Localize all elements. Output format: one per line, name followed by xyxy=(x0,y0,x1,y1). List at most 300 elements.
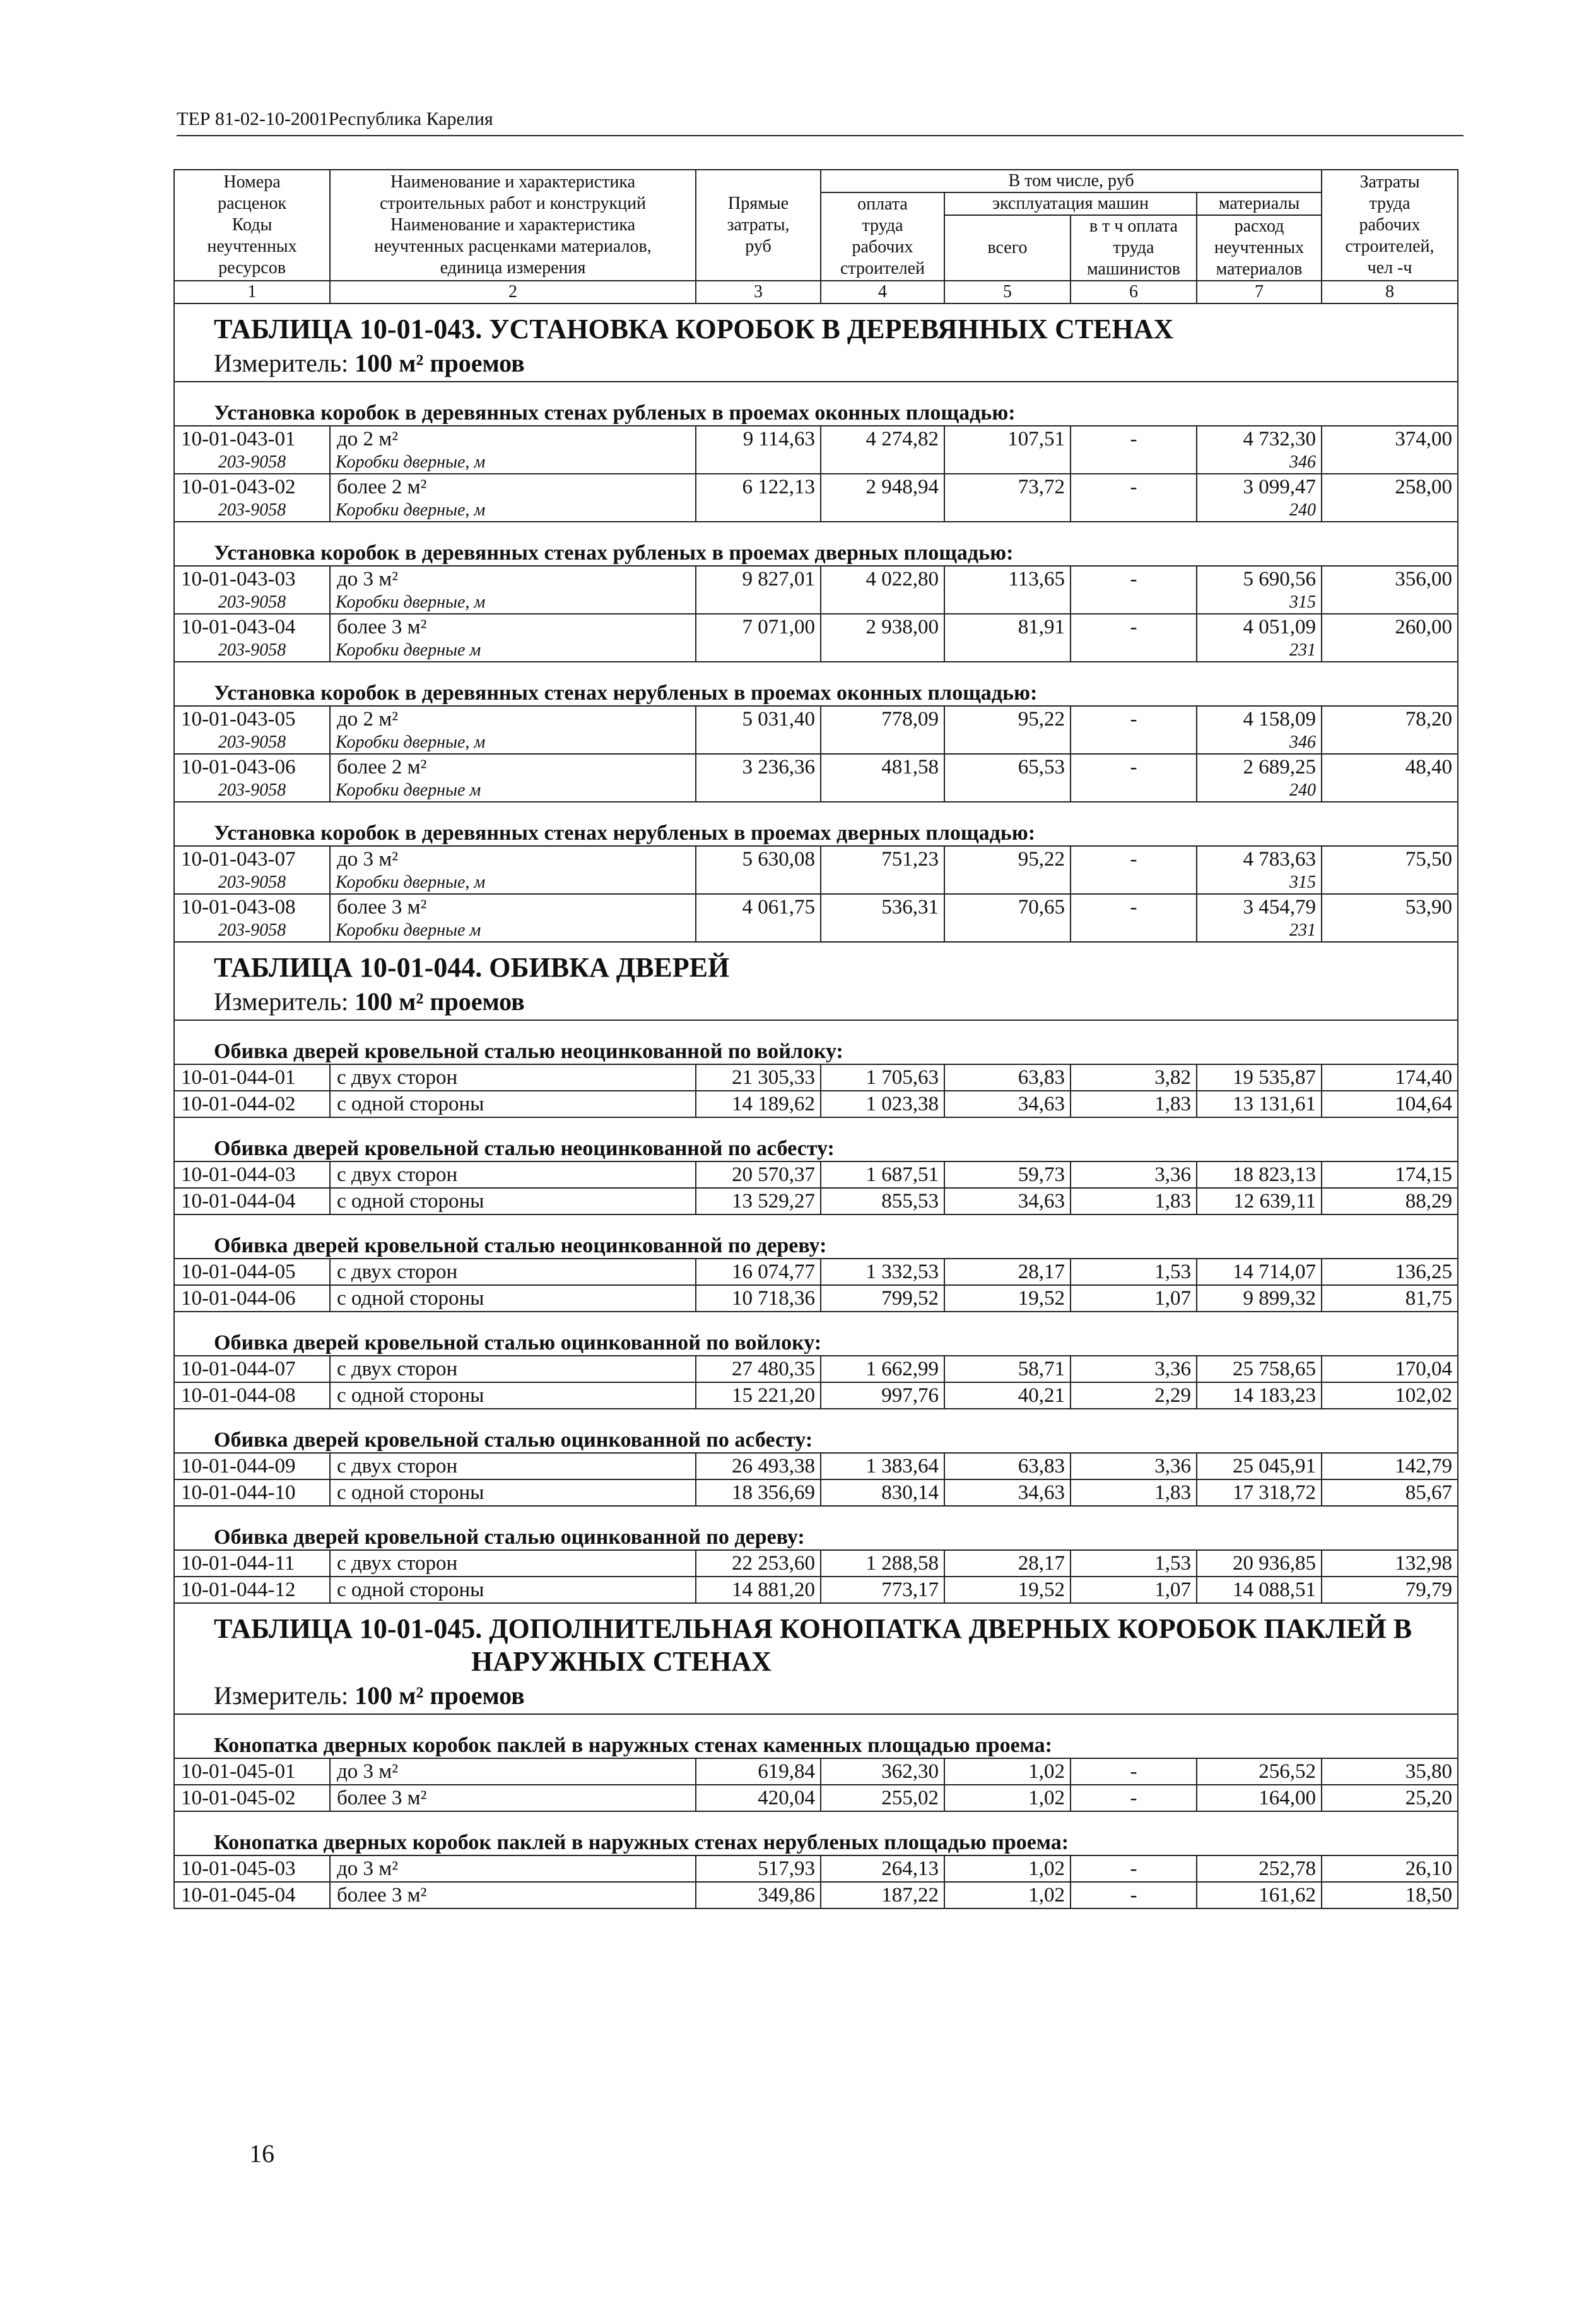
meter-label: Измеритель: xyxy=(214,1681,349,1710)
operators-pay-cell: - xyxy=(1071,1882,1197,1908)
direct-costs-cell: 6 122,13 xyxy=(696,474,821,500)
section-heading: Установка коробок в деревянных стенах нерубленых в проемах дверных площадью: xyxy=(174,802,1458,846)
section-heading-row xyxy=(174,1811,1458,1855)
machines-total-cell: 81,91 xyxy=(944,614,1071,640)
labor-hours-cell: 18,50 xyxy=(1322,1882,1458,1908)
empty-cell xyxy=(821,920,944,942)
resource-quantity-cell: 346 xyxy=(1197,452,1322,474)
machines-total-cell: 59,73 xyxy=(944,1161,1071,1188)
empty-cell xyxy=(1322,732,1458,754)
operators-pay-cell: - xyxy=(1071,614,1197,640)
direct-costs-cell: 13 529,27 xyxy=(696,1188,821,1214)
labor-pay-cell: 1 383,64 xyxy=(821,1453,944,1479)
materials-cost-cell: 164,00 xyxy=(1197,1785,1322,1811)
empty-cell xyxy=(1322,780,1458,802)
table-row xyxy=(174,1758,1458,1785)
resource-row xyxy=(174,452,1458,474)
machines-total-cell: 65,53 xyxy=(944,754,1071,780)
labor-pay-cell: 751,23 xyxy=(821,846,944,872)
labor-pay-cell: 1 687,51 xyxy=(821,1161,944,1188)
direct-costs-cell: 15 221,20 xyxy=(696,1382,821,1409)
materials-cost-cell: 19 535,87 xyxy=(1197,1064,1322,1091)
labor-pay-cell: 362,30 xyxy=(821,1758,944,1785)
document-body xyxy=(173,169,1457,1909)
labor-hours-cell: 53,90 xyxy=(1322,894,1458,920)
resource-row xyxy=(174,500,1458,522)
rate-code-cell: 10-01-044-09 xyxy=(174,1453,330,1479)
work-name-cell: до 3 м² xyxy=(330,846,696,872)
empty-cell xyxy=(821,732,944,754)
table-meter xyxy=(174,1678,1458,1714)
work-name-cell: с одной стороны xyxy=(330,1382,696,1409)
section-heading-row xyxy=(174,1312,1458,1356)
resource-quantity-cell: 231 xyxy=(1197,920,1322,942)
meter-value: 100 м² проемов xyxy=(355,349,525,377)
section-heading: Установка коробок в деревянных стенах нерубленых в проемах оконных площадью: xyxy=(174,662,1458,706)
labor-pay-cell: 1 023,38 xyxy=(821,1091,944,1117)
materials-cost-cell: 14 183,23 xyxy=(1197,1382,1322,1409)
empty-cell xyxy=(944,500,1071,522)
materials-cost-cell: 17 318,72 xyxy=(1197,1479,1322,1506)
section-heading: Установка коробок в деревянных стенах рубленых в проемах дверных площадью: xyxy=(174,522,1458,566)
section-heading: Обивка дверей кровельной сталью оцинкованной по асбесту: xyxy=(174,1409,1458,1453)
direct-costs-cell: 420,04 xyxy=(696,1785,821,1811)
labor-hours-cell: 132,98 xyxy=(1322,1550,1458,1577)
col-number: 2 xyxy=(330,281,696,303)
labor-hours-cell: 104,64 xyxy=(1322,1091,1458,1117)
rate-code-cell: 10-01-044-07 xyxy=(174,1356,330,1382)
section-heading: Конопатка дверных коробок паклей в наружных стенах каменных площадью проема: xyxy=(174,1714,1458,1758)
table-meter-row xyxy=(174,346,1458,382)
table-title-text: ТАБЛИЦА 10-01-043. УСТАНОВКА КОРОБОК В ДЕРЕВЯННЫХ СТЕНАХ xyxy=(214,314,1174,344)
machines-total-cell: 70,65 xyxy=(944,894,1071,920)
materials-cost-cell: 4 051,09 xyxy=(1197,614,1322,640)
materials-cost-cell: 5 690,56 xyxy=(1197,566,1322,592)
work-name-cell: с одной стороны xyxy=(330,1577,696,1603)
rate-code-cell: 10-01-045-04 xyxy=(174,1882,330,1908)
direct-costs-cell: 9 827,01 xyxy=(696,566,821,592)
work-name-cell: до 3 м² xyxy=(330,566,696,592)
materials-cost-cell: 20 936,85 xyxy=(1197,1550,1322,1577)
materials-cost-cell: 3 099,47 xyxy=(1197,474,1322,500)
empty-cell xyxy=(1071,872,1197,894)
table-title-row xyxy=(174,942,1458,984)
table-row xyxy=(174,1382,1458,1409)
work-name-cell: с одной стороны xyxy=(330,1188,696,1214)
col-header-machines-total: всего xyxy=(944,215,1071,281)
resource-name-cell: Коробки дверные м xyxy=(330,920,696,942)
empty-cell xyxy=(696,780,821,802)
machines-total-cell: 1,02 xyxy=(944,1882,1071,1908)
labor-pay-cell: 773,17 xyxy=(821,1577,944,1603)
table-header xyxy=(174,170,1458,303)
section-heading-row xyxy=(174,1020,1458,1064)
section-heading: Обивка дверей кровельной сталью неоцинкованной по асбесту: xyxy=(174,1117,1458,1161)
rate-code-cell: 10-01-044-11 xyxy=(174,1550,330,1577)
table-row xyxy=(174,474,1458,500)
work-name-cell: более 3 м² xyxy=(330,1785,696,1811)
table-title-text: ТАБЛИЦА 10-01-044. ОБИВКА ДВЕРЕЙ xyxy=(214,952,730,983)
section-heading: Обивка дверей кровельной сталью оцинкованной по войлоку: xyxy=(174,1312,1458,1356)
table-row xyxy=(174,1550,1458,1577)
page-number: 16 xyxy=(249,2139,274,2168)
labor-hours-cell: 79,79 xyxy=(1322,1577,1458,1603)
resource-quantity-cell: 315 xyxy=(1197,872,1322,894)
labor-pay-cell: 1 662,99 xyxy=(821,1356,944,1382)
empty-cell xyxy=(944,872,1071,894)
operators-pay-cell: 1,83 xyxy=(1071,1479,1197,1506)
operators-pay-cell: 1,53 xyxy=(1071,1550,1197,1577)
labor-hours-cell: 81,75 xyxy=(1322,1285,1458,1312)
resource-code-cell: 203-9058 xyxy=(174,920,330,942)
empty-cell xyxy=(696,452,821,474)
col-header-codes: Номера расценок Коды неучтенных ресурсов xyxy=(174,170,330,281)
empty-cell xyxy=(1322,452,1458,474)
col-header-operators-pay: в т ч оплата труда машинистов xyxy=(1071,215,1197,281)
operators-pay-cell: 1,53 xyxy=(1071,1259,1197,1285)
resource-name-cell: Коробки дверные, м xyxy=(330,592,696,614)
resource-row xyxy=(174,872,1458,894)
meter-value: 100 м² проемов xyxy=(355,1681,525,1710)
machines-total-cell: 107,51 xyxy=(944,426,1071,452)
materials-cost-cell: 14 714,07 xyxy=(1197,1259,1322,1285)
rate-code-cell: 10-01-044-12 xyxy=(174,1577,330,1603)
labor-pay-cell: 187,22 xyxy=(821,1882,944,1908)
empty-cell xyxy=(696,872,821,894)
materials-cost-cell: 18 823,13 xyxy=(1197,1161,1322,1188)
col-header-group: В том числе, руб xyxy=(821,170,1322,192)
rate-code-cell: 10-01-045-02 xyxy=(174,1785,330,1811)
col-header-names: Наименование и характеристика строительных работ и конструкций Наименование и характеристика неучтенных расценками материалов, единица измерения xyxy=(330,170,696,281)
table-row xyxy=(174,1285,1458,1312)
machines-total-cell: 40,21 xyxy=(944,1382,1071,1409)
labor-pay-cell: 855,53 xyxy=(821,1188,944,1214)
table-row xyxy=(174,1479,1458,1506)
rate-code-cell: 10-01-043-01 xyxy=(174,426,330,452)
operators-pay-cell: - xyxy=(1071,894,1197,920)
work-name-cell: с двух сторон xyxy=(330,1259,696,1285)
section-heading-row xyxy=(174,1214,1458,1259)
col-header-direct-costs: Прямые затраты, руб xyxy=(696,170,821,281)
resource-code-cell: 203-9058 xyxy=(174,640,330,662)
labor-hours-cell: 78,20 xyxy=(1322,706,1458,732)
col-number: 7 xyxy=(1197,281,1322,303)
table-title xyxy=(174,942,1458,984)
resource-quantity-cell: 240 xyxy=(1197,500,1322,522)
labor-hours-cell: 258,00 xyxy=(1322,474,1458,500)
direct-costs-cell: 21 305,33 xyxy=(696,1064,821,1091)
header-rule xyxy=(177,135,1464,136)
machines-total-cell: 34,63 xyxy=(944,1188,1071,1214)
labor-hours-cell: 75,50 xyxy=(1322,846,1458,872)
labor-hours-cell: 102,02 xyxy=(1322,1382,1458,1409)
table-row xyxy=(174,846,1458,872)
empty-cell xyxy=(1071,452,1197,474)
labor-pay-cell: 1 288,58 xyxy=(821,1550,944,1577)
section-heading: Обивка дверей кровельной сталью оцинкованной по дереву: xyxy=(174,1506,1458,1550)
empty-cell xyxy=(1322,592,1458,614)
direct-costs-cell: 5 031,40 xyxy=(696,706,821,732)
labor-pay-cell: 536,31 xyxy=(821,894,944,920)
labor-pay-cell: 2 938,00 xyxy=(821,614,944,640)
resource-code-cell: 203-9058 xyxy=(174,872,330,894)
work-name-cell: до 2 м² xyxy=(330,426,696,452)
operators-pay-cell: 1,83 xyxy=(1071,1188,1197,1214)
machines-total-cell: 34,63 xyxy=(944,1479,1071,1506)
table-title xyxy=(174,1603,1458,1678)
empty-cell xyxy=(696,500,821,522)
direct-costs-cell: 349,86 xyxy=(696,1882,821,1908)
rate-code-cell: 10-01-043-02 xyxy=(174,474,330,500)
machines-total-cell: 63,83 xyxy=(944,1064,1071,1091)
table-row xyxy=(174,1188,1458,1214)
resource-quantity-cell: 231 xyxy=(1197,640,1322,662)
table-row xyxy=(174,1882,1458,1908)
operators-pay-cell: 1,83 xyxy=(1071,1091,1197,1117)
empty-cell xyxy=(1071,592,1197,614)
table-row xyxy=(174,1356,1458,1382)
empty-cell xyxy=(696,732,821,754)
rate-code-cell: 10-01-044-03 xyxy=(174,1161,330,1188)
col-header-machines: эксплуатация машин xyxy=(944,192,1197,215)
labor-pay-cell: 4 022,80 xyxy=(821,566,944,592)
table-row xyxy=(174,1259,1458,1285)
direct-costs-cell: 5 630,08 xyxy=(696,846,821,872)
labor-hours-cell: 25,20 xyxy=(1322,1785,1458,1811)
labor-pay-cell: 1 705,63 xyxy=(821,1064,944,1091)
work-name-cell: более 3 м² xyxy=(330,614,696,640)
empty-cell xyxy=(944,920,1071,942)
resource-name-cell: Коробки дверные м xyxy=(330,640,696,662)
resource-row xyxy=(174,920,1458,942)
empty-cell xyxy=(696,640,821,662)
materials-cost-cell: 256,52 xyxy=(1197,1758,1322,1785)
work-name-cell: до 2 м² xyxy=(330,706,696,732)
resource-code-cell: 203-9058 xyxy=(174,500,330,522)
empty-cell xyxy=(944,640,1071,662)
section-heading-row xyxy=(174,802,1458,846)
resource-code-cell: 203-9058 xyxy=(174,592,330,614)
col-number: 4 xyxy=(821,281,944,303)
rate-code-cell: 10-01-043-08 xyxy=(174,894,330,920)
work-name-cell: с одной стороны xyxy=(330,1285,696,1312)
labor-hours-cell: 174,40 xyxy=(1322,1064,1458,1091)
work-name-cell: с двух сторон xyxy=(330,1550,696,1577)
rate-code-cell: 10-01-044-06 xyxy=(174,1285,330,1312)
running-header: ТЕР 81-02-10-2001Республика Карелия xyxy=(177,109,493,129)
machines-total-cell: 95,22 xyxy=(944,706,1071,732)
empty-cell xyxy=(1322,640,1458,662)
section-heading: Конопатка дверных коробок паклей в наружных стенах нерубленых площадью проема: xyxy=(174,1811,1458,1855)
table-row xyxy=(174,1091,1458,1117)
empty-cell xyxy=(1322,500,1458,522)
resource-row xyxy=(174,780,1458,802)
resource-row xyxy=(174,592,1458,614)
table-meter-row xyxy=(174,1678,1458,1714)
table-meter xyxy=(174,346,1458,382)
machines-total-cell: 19,52 xyxy=(944,1285,1071,1312)
rate-code-cell: 10-01-044-02 xyxy=(174,1091,330,1117)
work-name-cell: более 3 м² xyxy=(330,894,696,920)
labor-hours-cell: 260,00 xyxy=(1322,614,1458,640)
operators-pay-cell: - xyxy=(1071,846,1197,872)
section-heading-row xyxy=(174,1117,1458,1161)
operators-pay-cell: 3,36 xyxy=(1071,1356,1197,1382)
col-header-labor-hours: Затраты труда рабочих строителей, чел -ч xyxy=(1322,170,1458,281)
operators-pay-cell: - xyxy=(1071,754,1197,780)
direct-costs-cell: 3 236,36 xyxy=(696,754,821,780)
section-heading-row xyxy=(174,1714,1458,1758)
machines-total-cell: 58,71 xyxy=(944,1356,1071,1382)
empty-cell xyxy=(1071,920,1197,942)
machines-total-cell: 19,52 xyxy=(944,1577,1071,1603)
table-row xyxy=(174,894,1458,920)
table-row xyxy=(174,1161,1458,1188)
materials-cost-cell: 4 783,63 xyxy=(1197,846,1322,872)
labor-pay-cell: 4 274,82 xyxy=(821,426,944,452)
machines-total-cell: 1,02 xyxy=(944,1785,1071,1811)
direct-costs-cell: 27 480,35 xyxy=(696,1356,821,1382)
direct-costs-cell: 7 071,00 xyxy=(696,614,821,640)
col-number: 5 xyxy=(944,281,1071,303)
labor-hours-cell: 85,67 xyxy=(1322,1479,1458,1506)
empty-cell xyxy=(1322,920,1458,942)
machines-total-cell: 63,83 xyxy=(944,1453,1071,1479)
machines-total-cell: 28,17 xyxy=(944,1550,1071,1577)
table-row xyxy=(174,754,1458,780)
direct-costs-cell: 20 570,37 xyxy=(696,1161,821,1188)
rate-code-cell: 10-01-044-05 xyxy=(174,1259,330,1285)
operators-pay-cell: 3,82 xyxy=(1071,1064,1197,1091)
table-title-row xyxy=(174,1603,1458,1678)
rate-code-cell: 10-01-045-01 xyxy=(174,1758,330,1785)
resource-code-cell: 203-9058 xyxy=(174,452,330,474)
table-row xyxy=(174,426,1458,452)
table-meter xyxy=(174,984,1458,1020)
section-heading-row xyxy=(174,1409,1458,1453)
resource-name-cell: Коробки дверные м xyxy=(330,780,696,802)
direct-costs-cell: 26 493,38 xyxy=(696,1453,821,1479)
table-row xyxy=(174,1453,1458,1479)
rate-code-cell: 10-01-044-01 xyxy=(174,1064,330,1091)
table-body xyxy=(174,303,1458,1908)
section-heading: Установка коробок в деревянных стенах рубленых в проемах оконных площадью: xyxy=(174,382,1458,426)
labor-pay-cell: 830,14 xyxy=(821,1479,944,1506)
table-title-text: ТАБЛИЦА 10-01-045. ДОПОЛНИТЕЛЬНАЯ КОНОПАТКА ДВЕРНЫХ КОРОБОК ПАКЛЕЙ В xyxy=(214,1613,1412,1644)
meter-value: 100 м² проемов xyxy=(355,987,525,1016)
direct-costs-cell: 14 189,62 xyxy=(696,1091,821,1117)
labor-hours-cell: 48,40 xyxy=(1322,754,1458,780)
operators-pay-cell: - xyxy=(1071,426,1197,452)
materials-cost-cell: 4 158,09 xyxy=(1197,706,1322,732)
empty-cell xyxy=(696,920,821,942)
table-row xyxy=(174,706,1458,732)
section-heading: Обивка дверей кровельной сталью неоцинкованной по дереву: xyxy=(174,1214,1458,1259)
work-name-cell: с двух сторон xyxy=(330,1161,696,1188)
table-row xyxy=(174,1785,1458,1811)
empty-cell xyxy=(696,592,821,614)
machines-total-cell: 1,02 xyxy=(944,1855,1071,1882)
table-row xyxy=(174,614,1458,640)
table-row xyxy=(174,566,1458,592)
table-row xyxy=(174,1855,1458,1882)
empty-cell xyxy=(1071,780,1197,802)
materials-cost-cell: 25 758,65 xyxy=(1197,1356,1322,1382)
direct-costs-cell: 14 881,20 xyxy=(696,1577,821,1603)
labor-hours-cell: 356,00 xyxy=(1322,566,1458,592)
resource-name-cell: Коробки дверные, м xyxy=(330,732,696,754)
operators-pay-cell: 1,07 xyxy=(1071,1285,1197,1312)
table-title-continuation: НАРУЖНЫХ СТЕНАХ xyxy=(471,1646,772,1677)
labor-pay-cell: 2 948,94 xyxy=(821,474,944,500)
operators-pay-cell: 2,29 xyxy=(1071,1382,1197,1409)
rate-code-cell: 10-01-044-08 xyxy=(174,1382,330,1409)
labor-hours-cell: 26,10 xyxy=(1322,1855,1458,1882)
price-table xyxy=(173,169,1458,1909)
machines-total-cell: 73,72 xyxy=(944,474,1071,500)
labor-hours-cell: 170,04 xyxy=(1322,1356,1458,1382)
operators-pay-cell: - xyxy=(1071,1855,1197,1882)
work-name-cell: с одной стороны xyxy=(330,1479,696,1506)
machines-total-cell: 1,02 xyxy=(944,1758,1071,1785)
machines-total-cell: 34,63 xyxy=(944,1091,1071,1117)
work-name-cell: более 2 м² xyxy=(330,754,696,780)
resource-quantity-cell: 315 xyxy=(1197,592,1322,614)
work-name-cell: с двух сторон xyxy=(330,1064,696,1091)
machines-total-cell: 28,17 xyxy=(944,1259,1071,1285)
work-name-cell: с одной стороны xyxy=(330,1091,696,1117)
materials-cost-cell: 9 899,32 xyxy=(1197,1285,1322,1312)
materials-cost-cell: 161,62 xyxy=(1197,1882,1322,1908)
column-numbers-row xyxy=(174,281,1458,303)
empty-cell xyxy=(944,592,1071,614)
section-heading-row xyxy=(174,1506,1458,1550)
table-meter-row xyxy=(174,984,1458,1020)
table-title-row xyxy=(174,303,1458,346)
labor-hours-cell: 174,15 xyxy=(1322,1161,1458,1188)
resource-name-cell: Коробки дверные, м xyxy=(330,452,696,474)
table-row xyxy=(174,1577,1458,1603)
work-name-cell: до 3 м² xyxy=(330,1855,696,1882)
table-row xyxy=(174,1064,1458,1091)
empty-cell xyxy=(821,872,944,894)
materials-cost-cell: 2 689,25 xyxy=(1197,754,1322,780)
empty-cell xyxy=(944,732,1071,754)
work-name-cell: более 2 м² xyxy=(330,474,696,500)
operators-pay-cell: - xyxy=(1071,706,1197,732)
work-name-cell: до 3 м² xyxy=(330,1758,696,1785)
work-name-cell: более 3 м² xyxy=(330,1882,696,1908)
direct-costs-cell: 22 253,60 xyxy=(696,1550,821,1577)
direct-costs-cell: 10 718,36 xyxy=(696,1285,821,1312)
col-number: 3 xyxy=(696,281,821,303)
empty-cell xyxy=(821,780,944,802)
section-heading: Обивка дверей кровельной сталью неоцинкованной по войлоку: xyxy=(174,1020,1458,1064)
empty-cell xyxy=(821,500,944,522)
col-number: 8 xyxy=(1322,281,1458,303)
col-number: 1 xyxy=(174,281,330,303)
section-heading-row xyxy=(174,382,1458,426)
empty-cell xyxy=(821,452,944,474)
materials-cost-cell: 25 045,91 xyxy=(1197,1453,1322,1479)
empty-cell xyxy=(944,780,1071,802)
rate-code-cell: 10-01-045-03 xyxy=(174,1855,330,1882)
table-title xyxy=(174,303,1458,346)
resource-row xyxy=(174,640,1458,662)
col-header-materials-consumption: расход неучтенных материалов xyxy=(1197,215,1322,281)
labor-hours-cell: 136,25 xyxy=(1322,1259,1458,1285)
section-heading-row xyxy=(174,662,1458,706)
